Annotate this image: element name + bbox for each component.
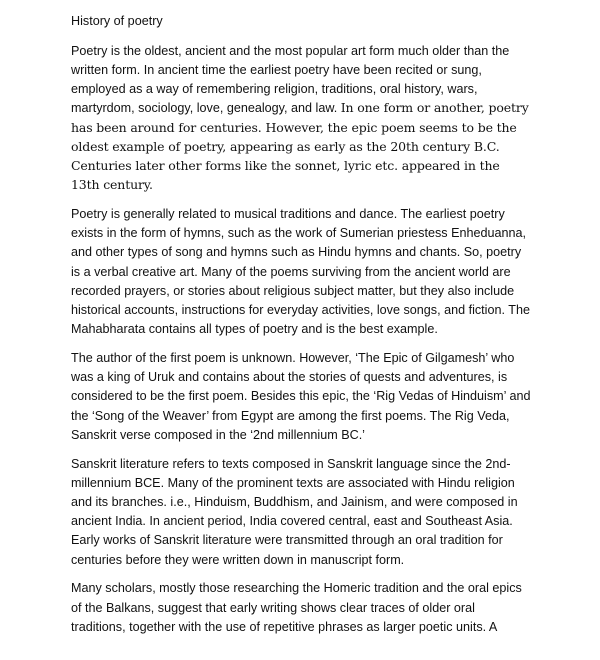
document-page bbox=[71, 0, 531, 637]
paragraph-1-text: Poetry is the oldest, ancient and the most popular art form much older than the written form. In ancient time the earliest poetry have been recited or sung, employed as a way of remembering religion, traditions, oral history, wars, martyrdom, sociology, love, genealogy, and law. bbox=[71, 43, 510, 116]
paragraph-2: Poetry is generally related to musical traditions and dance. The earliest poetry exists in the form of hymns, such as the work of Sumerian priestess Enheduanna, and other types of song and hymns such as Hindu hymns and chants. So, poetry is a verbal creative art. Many of the poems surviving from the ancient world are recorded prayers, or stories about religious subject matter, but they also include historical accounts, instructions for everyday activities, love songs, and fiction. The Mahabharata contains all types of poetry and is the best example. bbox=[71, 206, 530, 337]
paragraph-5: Many scholars, mostly those researching the Homeric tradition and the oral epics of the Balkans, suggest that early writing shows clear traces of older oral traditions, together with the use of repetitive phrases as larger poetic units. A bbox=[71, 581, 522, 634]
document-title: History of poetry bbox=[71, 14, 163, 28]
paragraph-1 bbox=[71, 42, 531, 196]
paragraph-3: The author of the first poem is unknown. However, ‘The Epic of Gilgamesh’ who was a king of Uruk and contains about the stories of quests and adventures, is considered to be the first poem. Besides this epic, the ‘Rig Vedas of Hinduism’ and the ‘Song of the Weaver’ from Egypt are among the first poems. The Rig Veda, Sanskrit verse composed in the ‘2nd millennium BC.’ bbox=[71, 350, 531, 442]
paragraph-4: Sanskrit literature refers to texts composed in Sanskrit language since the 2nd-millennium BCE. Many of the prominent texts are associated with Hindu religion and its branches. i.e., Hinduism, Buddhism, and Jainism, and were composed in ancient India. In ancient period, India covered central, east and Southeast Asia. Early works of Sanskrit literature were transmitted through an oral tradition for centuries before they were written down in manuscript form. bbox=[71, 456, 518, 567]
paragraph-1-serif-text: In one form or another, poetry has been around for centuries. However, the epic poem seems to be the oldest example of poetry, appearing as early as the 20th century B.C. Centuries later other forms like the sonnet, lyric etc. appeared in the 13th century. bbox=[71, 100, 529, 193]
